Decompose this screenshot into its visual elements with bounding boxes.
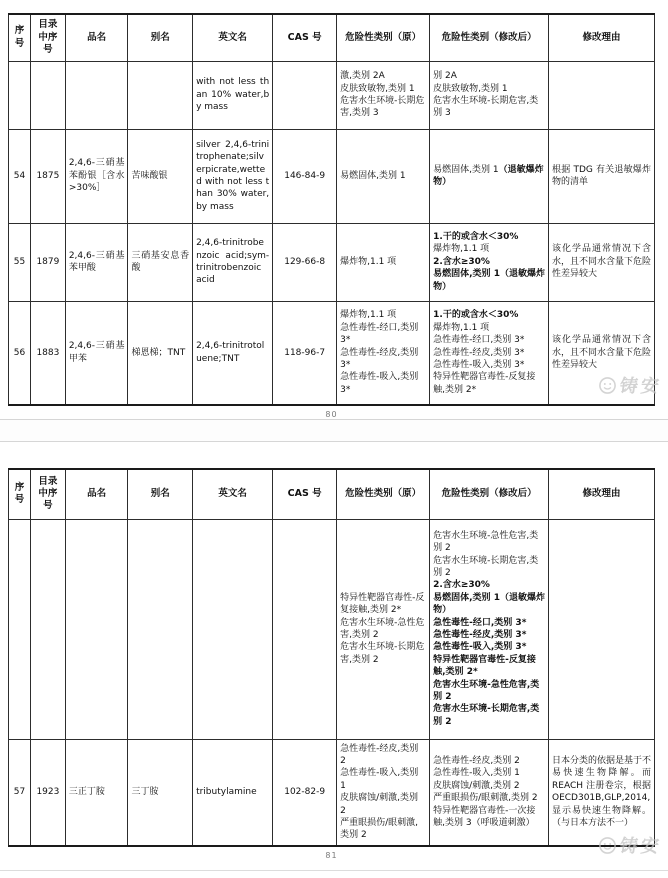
col-header-hazard-revised: 危险性类别（修改后）: [430, 469, 549, 519]
text-segment: 日本分类的依据是基于不易快速生物降解。而 REACH 注册卷宗，根据 OECD301B,GLP,2014, 显示易快速生物降解。（与日本方法不一）: [552, 756, 652, 829]
text-segment: 2,4,6-trinitrotoluene;TNT: [196, 341, 265, 364]
text-segment: 危害水生环境-长期危害,类别 3: [340, 96, 425, 119]
text-segment: 急性毒性-经皮,类别 2: [433, 756, 520, 767]
col-header-english-name: 英文名: [193, 469, 273, 519]
cell-revision-reason: [549, 129, 655, 223]
cell-seq: [9, 519, 31, 739]
hazard-revision-table-p80: [8, 13, 655, 406]
cell-alias: [128, 129, 193, 223]
text-segment: 三丁胺: [131, 787, 159, 798]
col-header-cas-no: CAS 号: [273, 469, 337, 519]
table-row-56: [9, 301, 655, 405]
text-segment: 危害水生环境-长期危害,类别 2: [340, 642, 425, 665]
cell-product-name: [65, 129, 128, 223]
cell-alias: [128, 61, 193, 129]
cell-revision-reason: [549, 61, 655, 129]
cell-hazard-revised: [430, 739, 549, 846]
text-segment: 1883: [36, 347, 60, 358]
text-segment: 急性毒性-吸入,类别 1: [340, 768, 419, 791]
text-segment: 爆炸物,1.1 项: [340, 310, 397, 321]
text-segment: 危害水生环境-急性危害,类别 2: [433, 679, 540, 703]
text-segment: 急性毒性-经皮,类别 3*: [433, 630, 527, 640]
col-header-revision-reason: 修改理由: [549, 469, 655, 519]
text-segment: 皮肤腐蚀/刺激,类别 2: [433, 780, 520, 791]
scan-edge-line: [0, 870, 668, 871]
cell-hazard-original: [337, 61, 430, 129]
cell-catalog-no: [30, 519, 65, 739]
col-header-seq: 序号: [9, 469, 31, 519]
cell-catalog-no: [30, 301, 65, 405]
text-segment: 严重眼损伤/眼刺激,类别 2: [433, 793, 538, 804]
cell-cas-no: [273, 739, 337, 846]
cell-product-name: [65, 739, 128, 846]
text-segment: 急性毒性-吸入,类别 3*: [433, 359, 525, 370]
col-header-revision-reason: 修改理由: [549, 14, 655, 61]
text-segment: 急性毒性-吸入,类别 3*: [340, 372, 419, 395]
text-segment: 易燃固体,类别 1: [340, 170, 406, 181]
text-segment: 急性毒性-吸入,类别 3*: [433, 642, 527, 653]
text-segment: 129-66-8: [284, 256, 326, 267]
text-segment: 急性毒性-经口,类别 3*: [340, 322, 419, 346]
page-80: [0, 0, 668, 419]
cell-hazard-revised: [430, 223, 549, 301]
text-segment: 根据 TDG 有关退敏爆炸物的清单: [552, 164, 651, 187]
text-segment: 特异性靶器官毒性-反复接触,类别 2*: [433, 654, 536, 678]
table-row-continuation: [9, 519, 655, 739]
cell-english-name: [193, 61, 273, 129]
text-segment: 特异性靶器官毒性-反复接触,类别 2*: [340, 592, 425, 616]
col-header-catalog-no: 目录中序号: [30, 14, 65, 61]
cell-hazard-revised: [430, 301, 549, 405]
text-segment: 急性毒性-经口,类别 3*: [433, 335, 525, 346]
text-segment: 1.干的或含水＜30%: [433, 310, 519, 321]
table-row-54: [9, 129, 655, 223]
text-segment: 102-82-9: [284, 787, 326, 798]
text-segment: 2.含水≥30%: [433, 256, 490, 267]
header-row: [9, 469, 655, 519]
col-header-hazard-original: 危险性类别（原）: [337, 469, 430, 519]
cell-hazard-revised: [430, 129, 549, 223]
text-segment: 易燃固体,类别 1（退敏爆炸物）: [433, 269, 545, 292]
cell-revision-reason: [549, 739, 655, 846]
cell-alias: [128, 223, 193, 301]
text-segment: 易燃固体,类别 1: [433, 164, 499, 175]
cell-cas-no: [273, 301, 337, 405]
col-header-seq: 序号: [9, 14, 31, 61]
cell-product-name: [65, 519, 128, 739]
text-segment: with not less than 10% water,by mass: [196, 77, 270, 113]
cell-product-name: [65, 61, 128, 129]
header-row: [9, 14, 655, 61]
text-segment: 危害水生环境-急性危害,类别 2: [340, 617, 425, 640]
text-segment: 急性毒性-经皮,类别 2: [340, 743, 419, 767]
text-segment: 2.含水≥30%: [433, 580, 490, 591]
text-segment: 皮肤致敏物,类别 1: [340, 83, 415, 94]
text-segment: 危害水生环境-急性危害,类别 2: [433, 530, 539, 554]
text-segment: 57: [13, 787, 26, 798]
col-header-product-name: 品名: [65, 469, 128, 519]
cell-english-name: [193, 301, 273, 405]
watermark-text: 铸安: [618, 376, 664, 397]
text-segment: 危害水生环境-长期危害,类别 2: [433, 704, 540, 727]
col-header-product-name: 品名: [65, 14, 128, 61]
cell-seq: [9, 129, 31, 223]
text-segment: 急性毒性-经皮,类别 3*: [433, 347, 525, 358]
text-segment: 苦味酸银: [131, 170, 168, 181]
text-segment: 别 2A: [433, 71, 457, 82]
cell-alias: [128, 519, 193, 739]
text-segment: tributylamine: [196, 787, 257, 798]
text-segment: 激,类别 2A: [340, 71, 385, 82]
cell-english-name: [193, 519, 273, 739]
cell-catalog-no: [30, 61, 65, 129]
cell-seq: [9, 301, 31, 405]
cell-hazard-original: [337, 129, 430, 223]
text-segment: 三硝基安息香酸: [131, 250, 190, 273]
text-segment: 2,4,6-三硝基苯酚银［含水>30%］: [68, 158, 125, 194]
cell-english-name: [193, 129, 273, 223]
table-row-55: [9, 223, 655, 301]
watermark-text: 铸安: [618, 836, 664, 857]
table-row-57: [9, 739, 655, 846]
text-segment: 严重眼损伤/眼刺激,类别 2: [340, 818, 419, 841]
cell-hazard-original: [337, 519, 430, 739]
cell-revision-reason: [549, 519, 655, 739]
cell-catalog-no: [30, 129, 65, 223]
cell-catalog-no: [30, 739, 65, 846]
col-header-alias: 别名: [128, 14, 193, 61]
text-segment: 54: [13, 170, 26, 181]
text-segment: 该化学品通常情况下含水，且不同水含量下危险性差异较大: [552, 244, 652, 280]
hazard-revision-table-p81: [8, 468, 655, 847]
text-segment: 1923: [36, 787, 60, 798]
text-segment: 2,4,6-三硝基苯甲酸: [68, 250, 125, 273]
text-segment: 危害水生环境-长期危害,类别 3: [433, 96, 539, 119]
text-segment: 易燃固体,类别 1（退敏爆炸物）: [433, 592, 545, 616]
cell-alias: [128, 301, 193, 405]
cell-catalog-no: [30, 223, 65, 301]
text-segment: 危害水生环境-长期危害,类别 2: [433, 555, 539, 578]
cell-hazard-revised: [430, 61, 549, 129]
col-header-hazard-revised: 危险性类别（修改后）: [430, 14, 549, 61]
text-segment: 1879: [36, 256, 60, 267]
cell-hazard-revised: [430, 519, 549, 739]
text-segment: silver 2,4,6-trinitrophenate;silverpicrate,wetted with not less than 30% water,by mass: [196, 139, 270, 212]
cell-cas-no: [273, 223, 337, 301]
cell-product-name: [65, 223, 128, 301]
text-segment: 梯恩梯；TNT: [131, 347, 186, 358]
text-segment: 急性毒性-吸入,类别 1: [433, 768, 520, 779]
cell-hazard-original: [337, 223, 430, 301]
text-segment: 急性毒性-经口,类别 3*: [433, 617, 527, 628]
text-segment: 55: [13, 256, 26, 267]
cell-revision-reason: [549, 223, 655, 301]
col-header-alias: 别名: [128, 469, 193, 519]
text-segment: 爆炸物,1.1 项: [433, 244, 490, 255]
cell-english-name: [193, 223, 273, 301]
cell-hazard-original: [337, 301, 430, 405]
text-segment: 56: [13, 347, 26, 358]
text-segment: 爆炸物,1.1 项: [433, 322, 490, 333]
cell-product-name: [65, 301, 128, 405]
page-gap: [0, 419, 668, 442]
cell-seq: [9, 223, 31, 301]
text-segment: 2,4,6-trinitrobenzoic acid;sym-trinitrobenzoic acid: [196, 238, 270, 286]
text-segment: 1875: [36, 170, 60, 181]
text-segment: 2,4,6-三硝基甲苯: [68, 341, 125, 364]
text-segment: 特异性靶器官毒性-反复接触,类别 2*: [433, 372, 536, 395]
text-segment: （退敏爆炸物）: [433, 164, 544, 187]
cell-revision-reason: [549, 301, 655, 405]
text-segment: 146-84-9: [284, 170, 326, 181]
col-header-english-name: 英文名: [193, 14, 273, 61]
text-segment: 皮肤致敏物,类别 1: [433, 83, 508, 94]
text-segment: 急性毒性-经皮,类别 3*: [340, 347, 419, 370]
text-segment: 1.干的或含水＜30%: [433, 231, 519, 242]
cell-cas-no: [273, 129, 337, 223]
cell-cas-no: [273, 519, 337, 739]
col-header-cas-no: CAS 号: [273, 14, 337, 61]
table-row-continuation: [9, 61, 655, 129]
text-segment: 特异性靶器官毒性-一次接触,类别 3（呼吸道刺激）: [433, 805, 536, 829]
page-number: 81: [325, 851, 338, 860]
cell-seq: [9, 739, 31, 846]
text-segment: 皮肤腐蚀/刺激,类别 2: [340, 793, 419, 816]
text-segment: 118-96-7: [284, 347, 326, 358]
col-header-catalog-no: 目录中序号: [30, 469, 65, 519]
page-number: 80: [325, 410, 338, 419]
cell-alias: [128, 739, 193, 846]
col-header-hazard-original: 危险性类别（原）: [337, 14, 430, 61]
text-segment: 该化学品通常情况下含水，且不同水含量下危险性差异较大: [552, 335, 652, 370]
cell-english-name: [193, 739, 273, 846]
cell-hazard-original: [337, 739, 430, 846]
text-segment: 三正丁胺: [68, 787, 105, 798]
text-segment: 爆炸物,1.1 项: [340, 256, 397, 267]
page-81: [0, 442, 668, 878]
cell-cas-no: [273, 61, 337, 129]
cell-seq: [9, 61, 31, 129]
